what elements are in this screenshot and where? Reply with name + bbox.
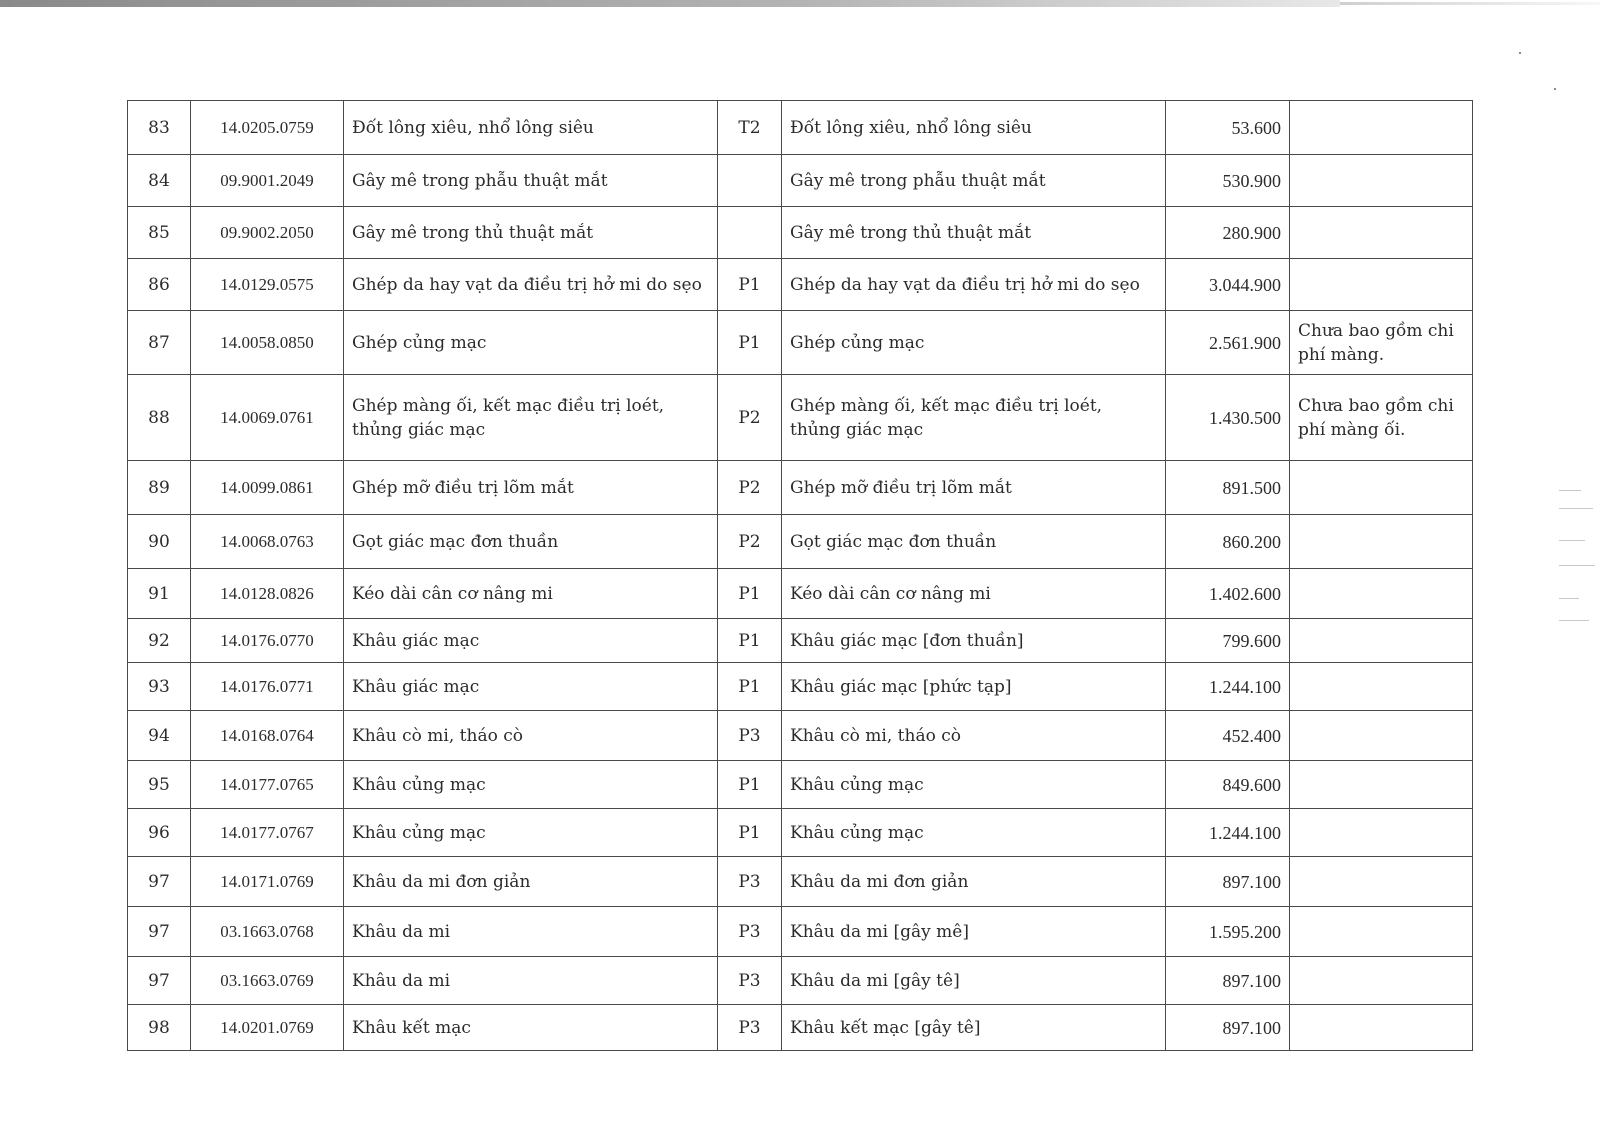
row-number: 89	[128, 461, 191, 515]
service-name: Khâu da mi	[344, 957, 718, 1005]
service-code: 03.1663.0768	[191, 907, 344, 957]
pricing-name: Ghép mỡ điều trị lõm mắt	[782, 461, 1166, 515]
service-code: 14.0176.0771	[191, 663, 344, 711]
procedure-class: P1	[718, 569, 782, 619]
note	[1290, 663, 1473, 711]
pricing-name: Ghép củng mạc	[782, 311, 1166, 375]
row-number: 97	[128, 907, 191, 957]
scan-edge-top	[0, 0, 1340, 7]
note	[1290, 619, 1473, 663]
pricing-name: Đốt lông xiêu, nhổ lông siêu	[782, 101, 1166, 155]
price: 1.244.100	[1166, 809, 1290, 857]
service-code: 14.0058.0850	[191, 311, 344, 375]
row-number: 91	[128, 569, 191, 619]
row-number: 90	[128, 515, 191, 569]
procedure-class: P1	[718, 259, 782, 311]
procedure-class: P3	[718, 857, 782, 907]
pricing-name: Gây mê trong thủ thuật mắt	[782, 207, 1166, 259]
note	[1290, 569, 1473, 619]
price: 799.600	[1166, 619, 1290, 663]
service-name: Khâu củng mạc	[344, 761, 718, 809]
table-row	[128, 155, 1473, 207]
note	[1290, 957, 1473, 1005]
procedure-class: P1	[718, 663, 782, 711]
service-code: 09.9001.2049	[191, 155, 344, 207]
service-name: Khâu kết mạc	[344, 1005, 718, 1051]
service-name: Ghép màng ối, kết mạc điều trị loét, thủng giác mạc	[344, 375, 718, 461]
table-row	[128, 619, 1473, 663]
service-name: Khâu cò mi, tháo cò	[344, 711, 718, 761]
service-code: 09.9002.2050	[191, 207, 344, 259]
pricing-name: Khâu kết mạc [gây tê]	[782, 1005, 1166, 1051]
service-name: Khâu giác mạc	[344, 619, 718, 663]
service-code: 14.0201.0769	[191, 1005, 344, 1051]
procedure-class: P2	[718, 375, 782, 461]
table-row	[128, 663, 1473, 711]
table-row	[128, 461, 1473, 515]
service-code: 14.0168.0764	[191, 711, 344, 761]
procedure-class	[718, 155, 782, 207]
procedure-class: P1	[718, 619, 782, 663]
pricing-name: Kéo dài cân cơ nâng mi	[782, 569, 1166, 619]
service-name: Khâu da mi đơn giản	[344, 857, 718, 907]
table-row	[128, 515, 1473, 569]
note	[1290, 711, 1473, 761]
procedure-class: P3	[718, 957, 782, 1005]
table-row	[128, 569, 1473, 619]
scan-edge-marks	[1559, 480, 1599, 650]
procedure-class: P1	[718, 809, 782, 857]
service-code: 14.0099.0861	[191, 461, 344, 515]
service-name: Ghép củng mạc	[344, 311, 718, 375]
procedure-class	[718, 207, 782, 259]
service-name: Khâu da mi	[344, 907, 718, 957]
service-code: 14.0129.0575	[191, 259, 344, 311]
procedure-class: T2	[718, 101, 782, 155]
service-name: Khâu giác mạc	[344, 663, 718, 711]
table-row	[128, 761, 1473, 809]
row-number: 98	[128, 1005, 191, 1051]
price: 53.600	[1166, 101, 1290, 155]
service-code: 14.0176.0770	[191, 619, 344, 663]
price: 1.430.500	[1166, 375, 1290, 461]
pricing-name: Ghép màng ối, kết mạc điều trị loét, thủng giác mạc	[782, 375, 1166, 461]
note	[1290, 761, 1473, 809]
service-code: 14.0177.0767	[191, 809, 344, 857]
price: 452.400	[1166, 711, 1290, 761]
service-code: 14.0205.0759	[191, 101, 344, 155]
price: 849.600	[1166, 761, 1290, 809]
pricing-name: Khâu củng mạc	[782, 761, 1166, 809]
row-number: 87	[128, 311, 191, 375]
scan-speck	[1554, 88, 1556, 90]
pricing-name: Khâu da mi [gây mê]	[782, 907, 1166, 957]
row-number: 86	[128, 259, 191, 311]
row-number: 94	[128, 711, 191, 761]
pricing-name: Khâu giác mạc [đơn thuần]	[782, 619, 1166, 663]
row-number: 97	[128, 857, 191, 907]
table-row	[128, 101, 1473, 155]
table-row	[128, 809, 1473, 857]
service-code: 14.0177.0765	[191, 761, 344, 809]
procedure-class: P2	[718, 515, 782, 569]
row-number: 83	[128, 101, 191, 155]
pricing-name: Gọt giác mạc đơn thuần	[782, 515, 1166, 569]
pricing-name: Khâu giác mạc [phức tạp]	[782, 663, 1166, 711]
note: Chưa bao gồm chi phí màng ối.	[1290, 375, 1473, 461]
table-row	[128, 259, 1473, 311]
price-table	[127, 100, 1473, 1051]
service-name: Gọt giác mạc đơn thuần	[344, 515, 718, 569]
note	[1290, 461, 1473, 515]
price: 2.561.900	[1166, 311, 1290, 375]
note	[1290, 101, 1473, 155]
pricing-name: Ghép da hay vạt da điều trị hở mi do sẹo	[782, 259, 1166, 311]
price: 530.900	[1166, 155, 1290, 207]
scan-speck	[1519, 52, 1521, 54]
pricing-name: Khâu da mi [gây tê]	[782, 957, 1166, 1005]
procedure-class: P1	[718, 761, 782, 809]
note	[1290, 259, 1473, 311]
table-row	[128, 1005, 1473, 1051]
price: 891.500	[1166, 461, 1290, 515]
pricing-name: Khâu cò mi, tháo cò	[782, 711, 1166, 761]
service-name: Gây mê trong thủ thuật mắt	[344, 207, 718, 259]
row-number: 97	[128, 957, 191, 1005]
service-code: 03.1663.0769	[191, 957, 344, 1005]
pricing-name: Khâu củng mạc	[782, 809, 1166, 857]
table-row	[128, 311, 1473, 375]
pricing-name: Gây mê trong phẫu thuật mắt	[782, 155, 1166, 207]
price: 860.200	[1166, 515, 1290, 569]
service-name: Kéo dài cân cơ nâng mi	[344, 569, 718, 619]
price: 897.100	[1166, 957, 1290, 1005]
service-code: 14.0069.0761	[191, 375, 344, 461]
procedure-class: P1	[718, 311, 782, 375]
service-code: 14.0171.0769	[191, 857, 344, 907]
row-number: 88	[128, 375, 191, 461]
row-number: 95	[128, 761, 191, 809]
procedure-class: P3	[718, 907, 782, 957]
table-row	[128, 907, 1473, 957]
price: 1.244.100	[1166, 663, 1290, 711]
price: 897.100	[1166, 1005, 1290, 1051]
pricing-name: Khâu da mi đơn giản	[782, 857, 1166, 907]
price: 3.044.900	[1166, 259, 1290, 311]
row-number: 96	[128, 809, 191, 857]
note	[1290, 907, 1473, 957]
table-row	[128, 207, 1473, 259]
table-row	[128, 711, 1473, 761]
procedure-class: P3	[718, 1005, 782, 1051]
service-name: Đốt lông xiêu, nhổ lông siêu	[344, 101, 718, 155]
service-name: Khâu củng mạc	[344, 809, 718, 857]
procedure-class: P3	[718, 711, 782, 761]
service-code: 14.0068.0763	[191, 515, 344, 569]
service-name: Gây mê trong phẫu thuật mắt	[344, 155, 718, 207]
service-name: Ghép da hay vạt da điều trị hở mi do sẹo	[344, 259, 718, 311]
note	[1290, 809, 1473, 857]
procedure-class: P2	[718, 461, 782, 515]
table-row	[128, 957, 1473, 1005]
note	[1290, 1005, 1473, 1051]
price: 897.100	[1166, 857, 1290, 907]
row-number: 93	[128, 663, 191, 711]
service-code: 14.0128.0826	[191, 569, 344, 619]
row-number: 85	[128, 207, 191, 259]
row-number: 92	[128, 619, 191, 663]
note: Chưa bao gồm chi phí màng.	[1290, 311, 1473, 375]
service-name: Ghép mỡ điều trị lõm mắt	[344, 461, 718, 515]
table-row	[128, 857, 1473, 907]
price: 280.900	[1166, 207, 1290, 259]
note	[1290, 155, 1473, 207]
price: 1.595.200	[1166, 907, 1290, 957]
price: 1.402.600	[1166, 569, 1290, 619]
scan-edge-top-fade	[1340, 2, 1600, 5]
note	[1290, 857, 1473, 907]
note	[1290, 515, 1473, 569]
row-number: 84	[128, 155, 191, 207]
table-row	[128, 375, 1473, 461]
note	[1290, 207, 1473, 259]
